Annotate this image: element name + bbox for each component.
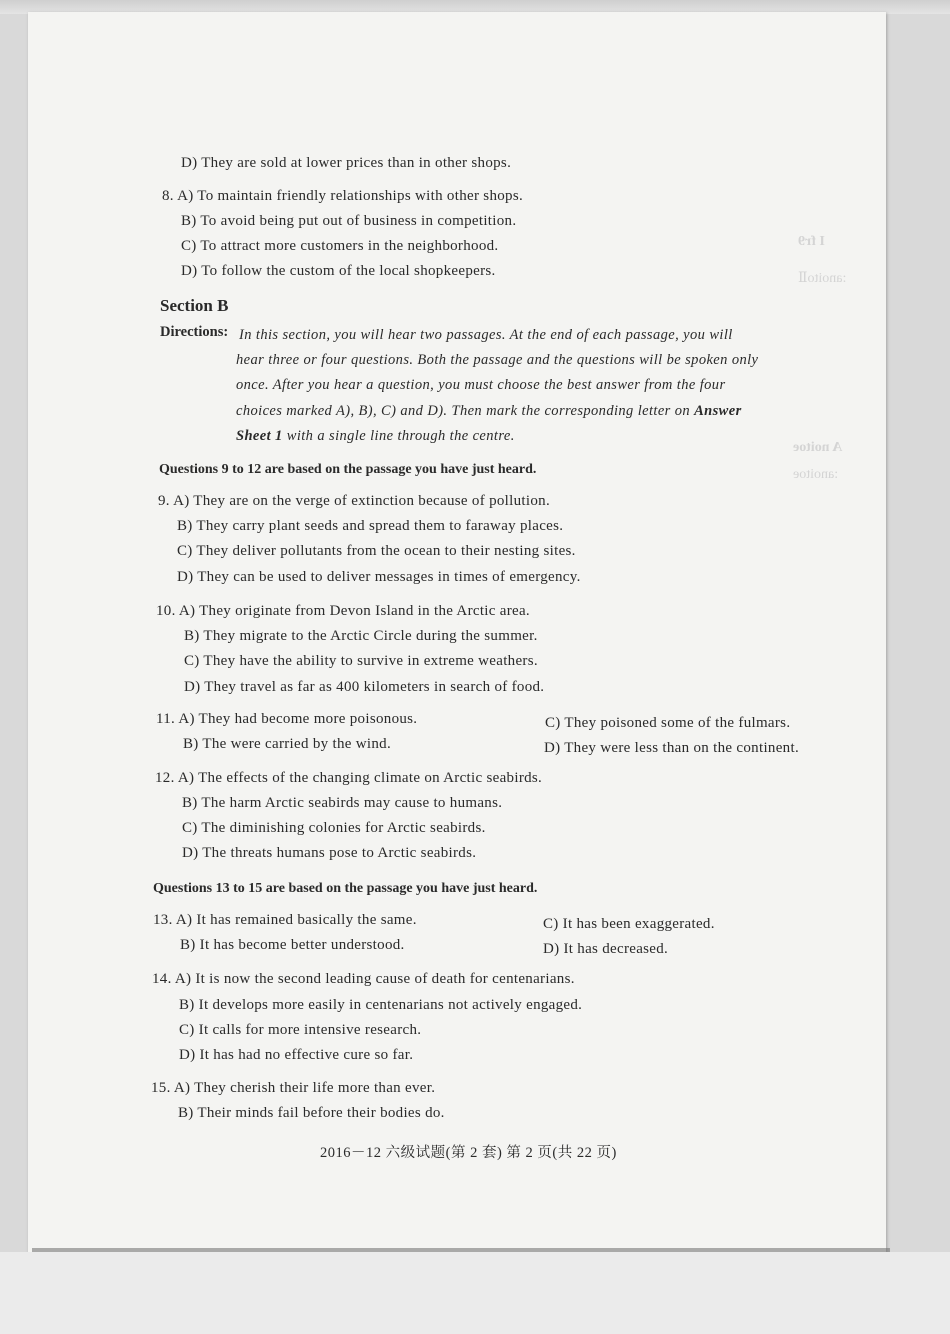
q8-option-c: C) To attract more customers in the neighborhood. — [181, 238, 499, 254]
directions-line-4 — [236, 403, 742, 420]
q8-option-d: D) To follow the custom of the local shopkeepers. — [181, 263, 496, 279]
q10-option-c: C) They have the ability to survive in extreme weathers. — [184, 653, 538, 669]
directions-line-4-text: choices marked A), B), C) and D). Then mark the corresponding letter on — [236, 403, 695, 419]
q13-option-b: B) It has become better understood. — [180, 937, 405, 953]
q14-option-c: C) It calls for more intensive research. — [179, 1022, 422, 1038]
directions-line-3: once. After you hear a question, you must choose the best answer from the four — [236, 377, 726, 393]
answer-sheet-number: Sheet 1 — [236, 428, 283, 444]
q9-option-c: C) They deliver pollutants from the ocean to their nesting sites. — [177, 543, 576, 559]
q13-option-d: D) It has decreased. — [543, 941, 669, 957]
directions-line-5 — [236, 428, 515, 445]
page-footer: 2016－12 六级试题(第 2 套) 第 2 页(共 22 页) — [320, 1145, 617, 1161]
bleed-through-marks: I fr9 — [798, 234, 825, 249]
q13-option-a: 13. A) It has remained basically the same. — [153, 912, 417, 928]
q8-option-b: B) To avoid being put out of business in competition. — [181, 213, 517, 229]
q12-option-b: B) The harm Arctic seabirds may cause to humans. — [182, 795, 503, 811]
q9-option-d: D) They can be used to deliver messages in times of emergency. — [177, 569, 581, 585]
directions-line-2: hear three or four questions. Both the passage and the questions will be spoken only — [236, 352, 759, 368]
q12-option-a: 12. A) The effects of the changing climate on Arctic seabirds. — [155, 770, 543, 786]
q8-option-a: 8. A) To maintain friendly relationships with other shops. — [162, 188, 524, 204]
q15-option-b: B) Their minds fail before their bodies do. — [178, 1105, 445, 1121]
directions-line-1: In this section, you will hear two passages. At the end of each passage, you will — [239, 327, 733, 343]
q10-option-a: 10. A) They originate from Devon Island in the Arctic area. — [156, 603, 530, 619]
bleed-through-marks: A noitoe — [793, 440, 843, 455]
q10-option-b: B) They migrate to the Arctic Circle during the summer. — [184, 628, 538, 644]
q12-option-c: C) The diminishing colonies for Arctic seabirds. — [182, 820, 486, 836]
q14-option-b: B) It develops more easily in centenarians not actively engaged. — [179, 997, 583, 1013]
q10-option-d: D) They travel as far as 400 kilometers in search of food. — [184, 679, 545, 695]
q14-option-a: 14. A) It is now the second leading cause of death for centenarians. — [152, 971, 575, 987]
bleed-through-marks: :anoitoⅡ — [798, 271, 847, 286]
q11-option-c: C) They poisoned some of the fulmars. — [545, 715, 791, 731]
questions-13-15-heading: Questions 13 to 15 are based on the passage you have just heard. — [153, 881, 538, 896]
section-b-title: Section B — [160, 296, 229, 315]
q11-option-d: D) They were less than on the continent. — [544, 740, 799, 756]
q11-option-b: B) The were carried by the wind. — [183, 736, 391, 752]
directions-line-5-text: with a single line through the centre. — [282, 428, 515, 444]
bleed-through-marks: :anoitoe — [793, 467, 839, 482]
q9-option-b: B) They carry plant seeds and spread them to faraway places. — [177, 518, 564, 534]
q12-option-d: D) The threats humans pose to Arctic seabirds. — [182, 845, 477, 861]
q13-option-c: C) It has been exaggerated. — [543, 916, 715, 932]
answer-sheet-word: Answer — [694, 403, 742, 419]
q14-option-d: D) It has had no effective cure so far. — [179, 1047, 414, 1063]
q7-option-d: D) They are sold at lower prices than in other shops. — [181, 155, 512, 171]
q9-option-a: 9. A) They are on the verge of extinction because of pollution. — [158, 493, 550, 509]
directions-label: Directions: — [160, 324, 229, 340]
q11-option-a: 11. A) They had become more poisonous. — [156, 711, 418, 727]
q15-option-a: 15. A) They cherish their life more than ever. — [151, 1080, 436, 1096]
scan-margin — [0, 1252, 950, 1334]
questions-9-12-heading: Questions 9 to 12 are based on the passage you have just heard. — [159, 462, 537, 477]
